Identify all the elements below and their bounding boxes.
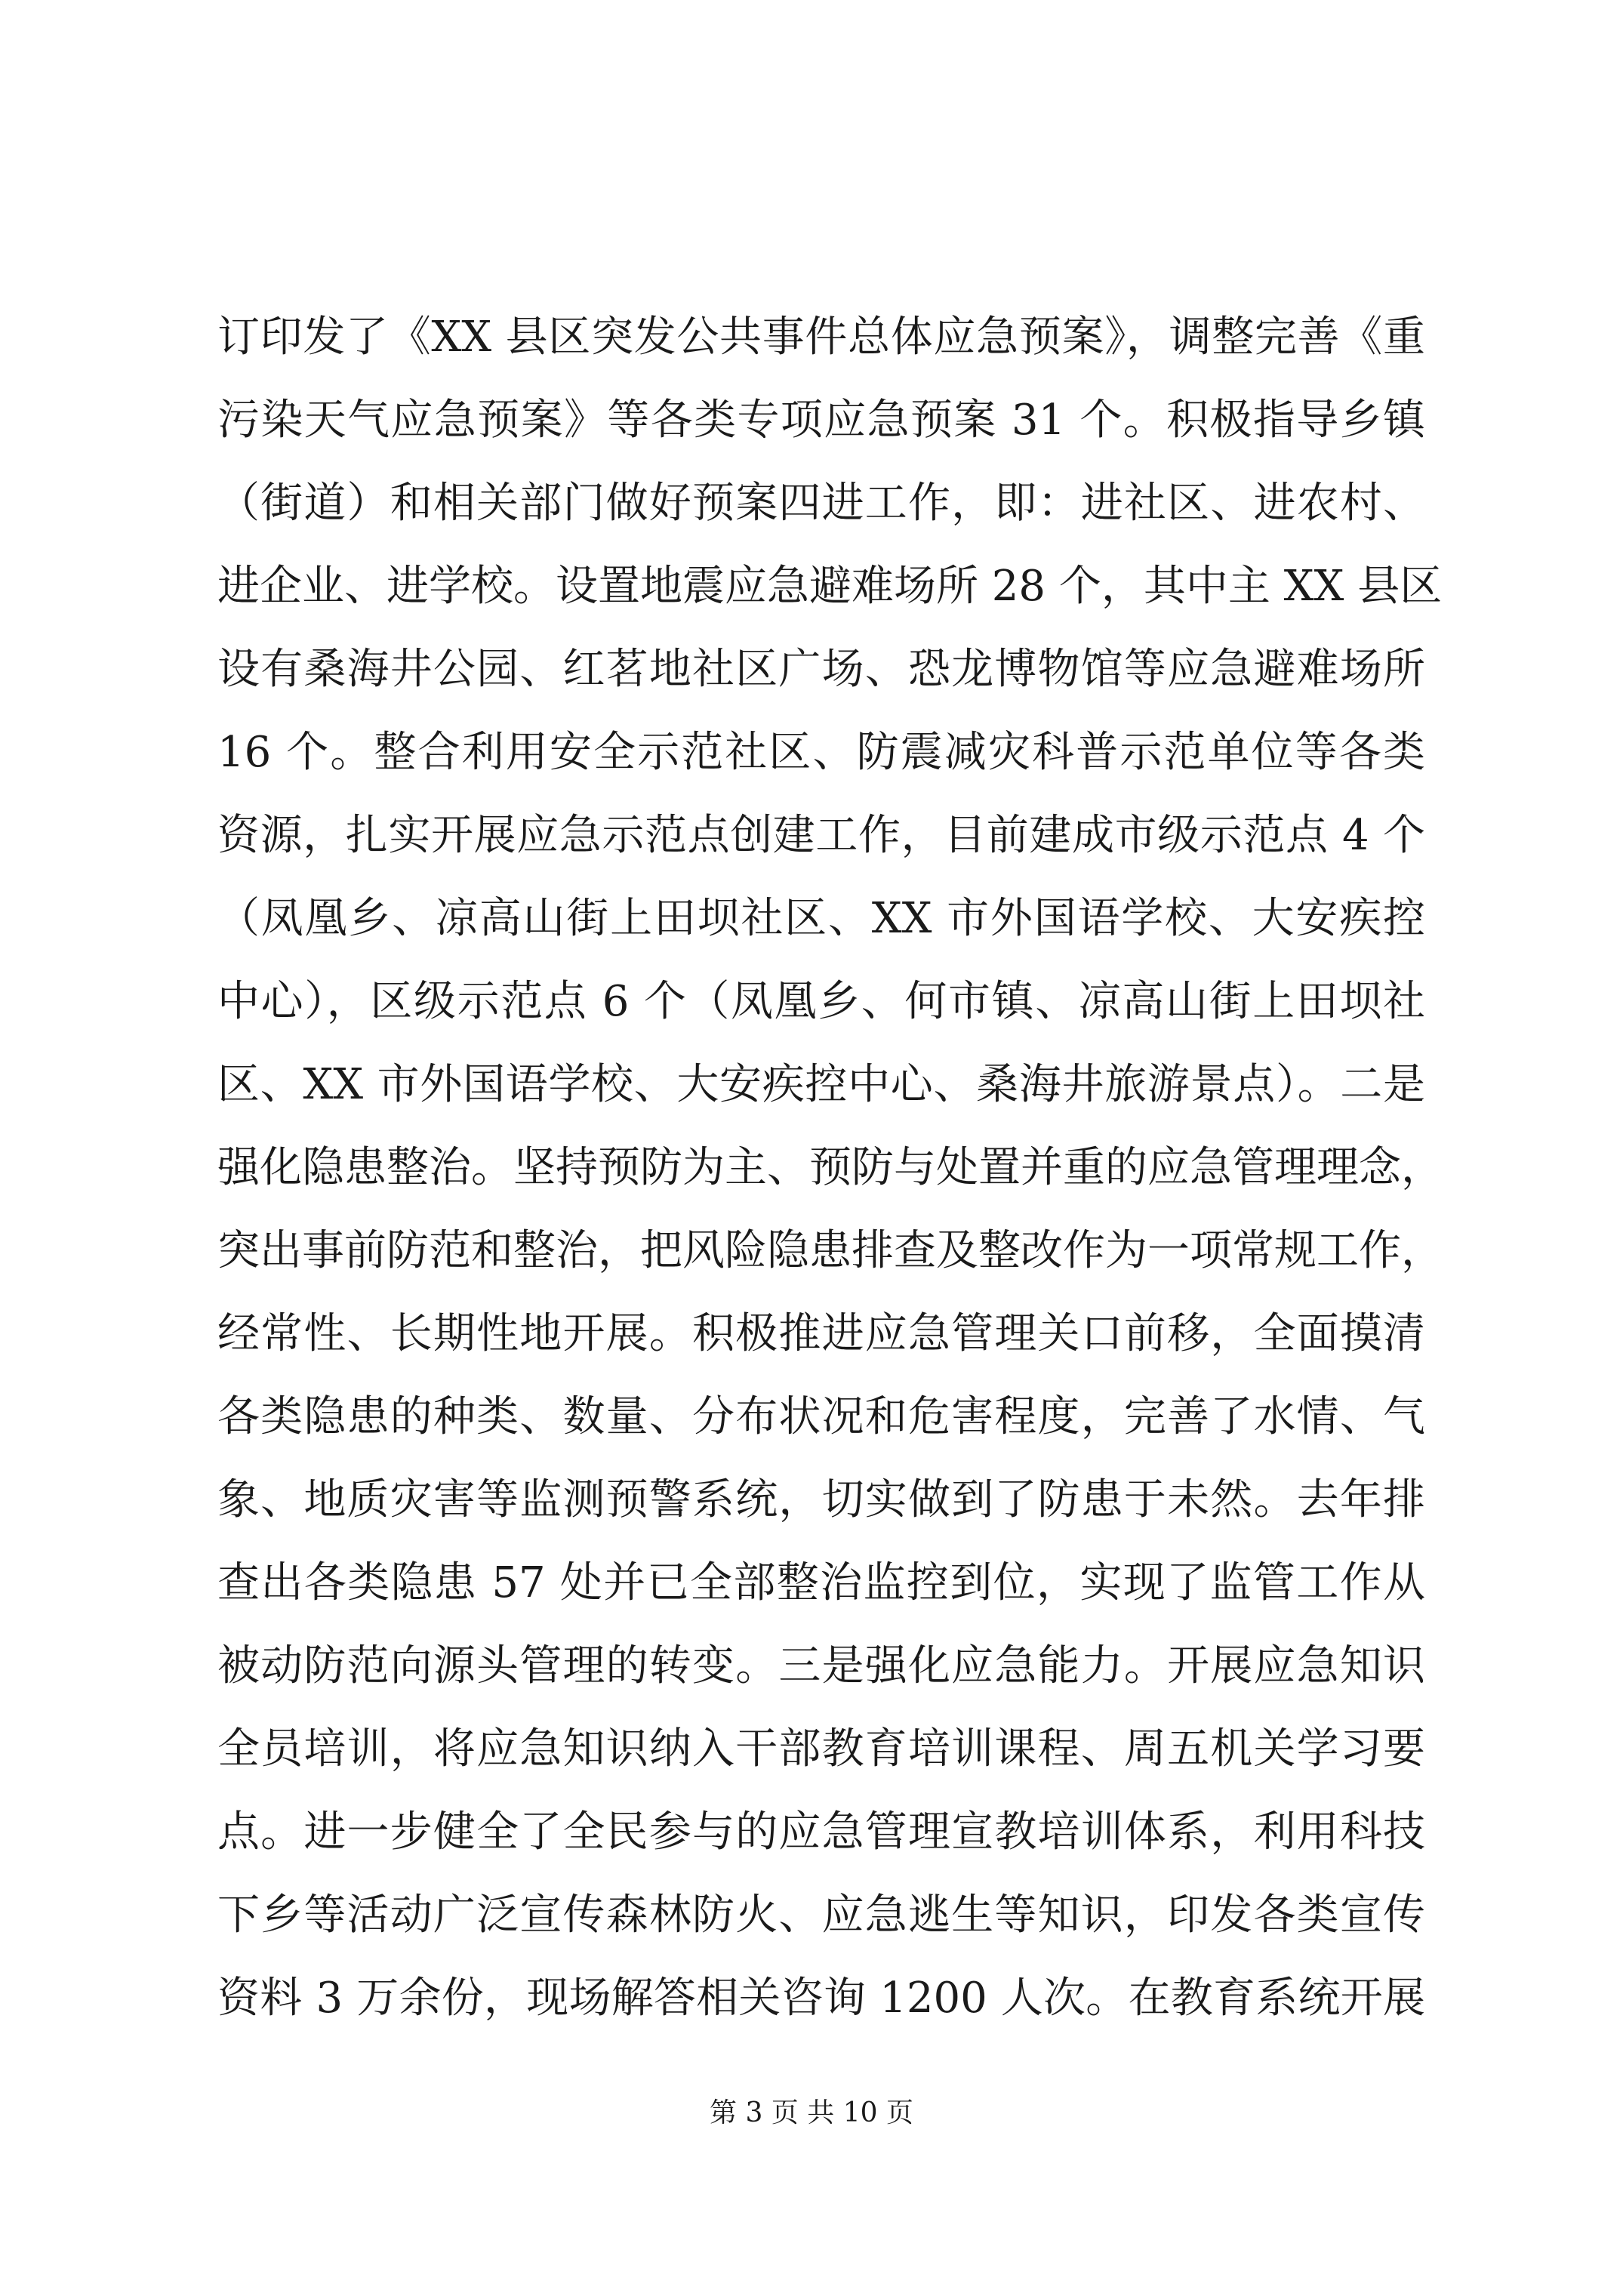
text-line: 各类隐患的种类、数量、分布状况和危害程度，完善了水情、气 (217, 1392, 1425, 1441)
text-line: 强化隐患整治。坚持预防为主、预防与处置并重的应急管理理念， (217, 1143, 1443, 1192)
text-line: 被动防范向源头管理的转变。三是强化应急能力。开展应急知识 (217, 1641, 1425, 1690)
text-line: （凤凰乡、凉高山街上田坝社区、XX 市外国语学校、大安疾控 (217, 894, 1425, 943)
text-line: 查出各类隐患 57 处并已全部整治监控到位，实现了监管工作从 (217, 1558, 1425, 1607)
text-line: 经常性、长期性地开展。积极推进应急管理关口前移，全面摸清 (217, 1309, 1425, 1358)
text-line: 设有桑海井公园、红茗地社区广场、恐龙博物馆等应急避难场所 (217, 645, 1425, 694)
text-line: 进企业、进学校。设置地震应急避难场所 28 个，其中主 XX 县区 (217, 562, 1443, 611)
text-line: 象、地质灾害等监测预警系统，切实做到了防患于未然。去年排 (217, 1475, 1425, 1524)
text-line: 订印发了《XX 县区突发公共事件总体应急预案》，调整完善《重 (217, 313, 1425, 362)
text-line: 资源，扎实开展应急示范点创建工作，目前建成市级示范点 4 个 (217, 811, 1425, 860)
text-line: 资料 3 万余份，现场解答相关咨询 1200 人次。在教育系统开展 (217, 1974, 1425, 2023)
text-line: 全员培训，将应急知识纳入干部教育培训课程、周五机关学习要 (217, 1724, 1425, 1774)
text-line: 点。进一步健全了全民参与的应急管理宣教培训体系，利用科技 (217, 1808, 1425, 1857)
text-line: 中心），区级示范点 6 个（凤凰乡、何市镇、凉高山街上田坝社 (217, 977, 1425, 1026)
text-line: 污染天气应急预案》等各类专项应急预案 31 个。积极指导乡镇 (217, 396, 1425, 445)
text-line: （街道）和相关部门做好预案四进工作，即：进社区、进农村、 (217, 479, 1425, 528)
page-footer: 第 3 页 共 10 页 (710, 2097, 913, 2128)
text-line: 16 个。整合利用安全示范社区、防震减灾科普示范单位等各类 (217, 728, 1425, 777)
body-text (217, 296, 1443, 2040)
text-line: 下乡等活动广泛宣传森林防火、应急逃生等知识，印发各类宣传 (217, 1891, 1425, 1940)
text-line: 突出事前防范和整治，把风险隐患排查及整改作为一项常规工作， (217, 1226, 1443, 1275)
text-line: 区、XX 市外国语学校、大安疾控中心、桑海井旅游景点）。二是 (217, 1060, 1425, 1109)
